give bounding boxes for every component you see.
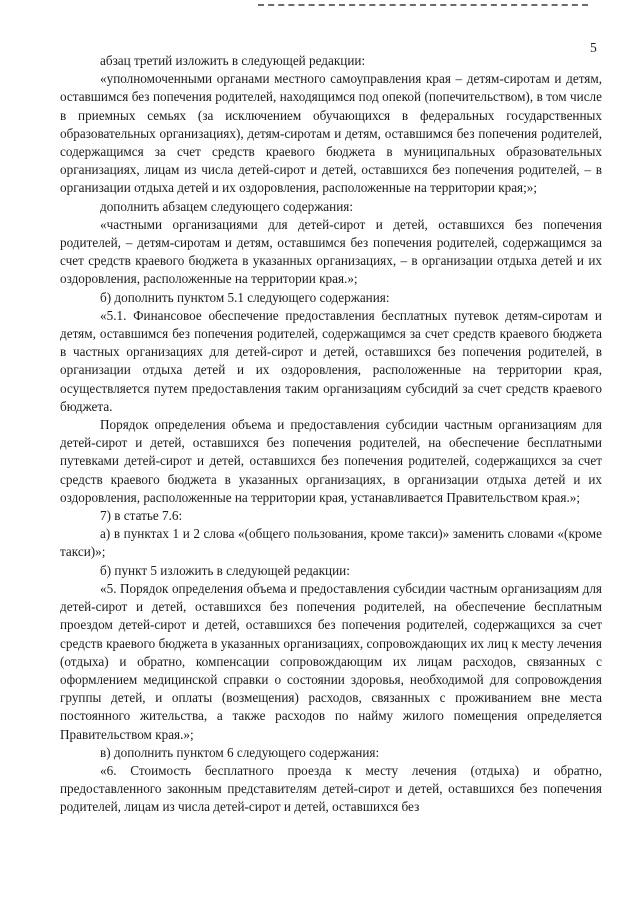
paragraph-2: «уполномоченными органами местного самоуправления края – детям-сиротам и детям, оставшимся без попечения родителей, находящимся под опекой (попечительством), в том числе в приемных семьях (за исключением обучающихся в федеральных государственных образовательных организациях), детям-сиротам и детям, оставшимся без попечения родителей, содержащимся за счет средств краевого бюджета в муниципальных образовательных организациях, лицам из числа детей-сирот и детей, оставшихся без попечения родителей, – в организации отдыха детей и их оздоровления, расположенные на территории края;»;: [60, 71, 602, 196]
paragraph-7: Порядок определения объема и предоставления субсидии частным организациям для детей-сирот и детей, оставшихся без попечения родителей, на обеспечение бесплатными путевками детей-сирот и детей, оставшихся без попечения родителей, содержащихся за счет средств краевого бюджета в указанных организациях, в организации отдыха детей и их оздоровления, расположенные на территории края, устанавливается Правительством края.»;: [60, 417, 602, 505]
paragraph-5: б) дополнить пунктом 5.1 следующего содержания:: [100, 289, 390, 305]
paragraph-13: «6. Стоимость бесплатного проезда к месту лечения (отдыха) и обратно, предоставленного законным представителям детей-сирот и детей, оставшихся без попечения родителей, лицам из числа детей-сирот и детей, оставшихся без: [60, 762, 602, 815]
paragraph-1: абзац третий изложить в следующей редакции:: [100, 53, 366, 68]
paragraph-6: «5.1. Финансовое обеспечение предоставления бесплатных путевок детям-сиротам и детям, оставшимся без попечения родителей, содержащимся за счет средств краевого бюджета в частных организациях для детей-сирот и детей, оставшихся без попечения родителей, в организации отдыха детей и их оздоровления, расположенные на территории края, осуществляется путем предоставления таким организациям субсидий за счет средств краевого бюджета.: [60, 307, 602, 414]
scan-top-edge: [258, 4, 588, 6]
paragraph-3: дополнить абзацем следующего содержания:: [100, 198, 354, 214]
page-number: 5: [590, 40, 597, 55]
paragraph-4: «частными организациями для детей-сирот и детей, оставшихся без попечения родителей, – детям-сиротам и детям, оставшимся без попечения родителей, содержащимся за счет средств краевого бюджета в указанных организациях, – в организации отдыха детей и их оздоровления, расположенные на территории края.»;: [60, 216, 602, 287]
paragraph-12: в) дополнить пунктом 6 следующего содержания:: [100, 744, 380, 760]
paragraph-8: 7) в статье 7.6:: [100, 508, 183, 524]
paragraph-9: а) в пунктах 1 и 2 слова «(общего пользования, кроме такси)» заменить словами «(кроме такси)»;: [60, 526, 602, 560]
paragraph-11: «5. Порядок определения объема и предоставления субсидии частным организациям для детей-сирот и детей, оставшихся без попечения родителей, на обеспечение бесплатным проездом детей-сирот и детей, оставшихся без попечения родителей, содержащихся за счет средств краевого бюджета в указанных организациях, сопровождающих их лиц к месту лечения (отдыха) и обратно, компенсации сопровождающим их лицам расходов, связанных с оформлением медицинской справки о состоянии здоровья, необходимой для сопровождения группы детей, и оплаты (возмещения) расходов, связанных с проживанием вне места постоянного жительства, а также расходов по найму жилого помещения определяется Правительством края.»;: [60, 580, 602, 742]
paragraph-10: б) пункт 5 изложить в следующей редакции:: [100, 562, 350, 578]
document-body: [60, 52, 602, 817]
